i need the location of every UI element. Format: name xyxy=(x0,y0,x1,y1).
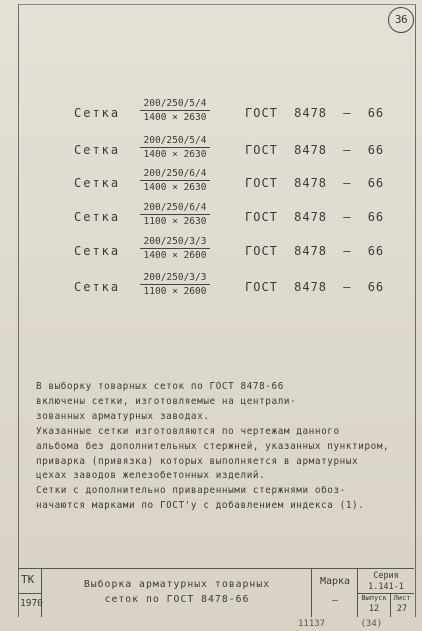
mesh-standard: ГОСТ 8478 – 66 xyxy=(245,210,385,224)
note-line: включены сетки, изготовляемые на централи- xyxy=(36,395,297,407)
title-line-1: Выборка арматурных товарных xyxy=(83,579,271,590)
mesh-label: Сетка xyxy=(74,210,121,224)
mesh-fraction-top: 200/250/6/4 xyxy=(140,168,210,181)
mark-value: — xyxy=(331,595,339,606)
title-block xyxy=(18,568,414,617)
mesh-fraction-top: 200/250/6/4 xyxy=(140,202,210,215)
title-line-2: сеток по ГОСТ 8478-66 xyxy=(104,594,250,605)
title-block-title-cell xyxy=(42,569,312,617)
page-number-circle: 36 xyxy=(388,7,414,33)
mesh-standard: ГОСТ 8478 – 66 xyxy=(245,143,385,157)
mesh-fraction-bottom: 1400 × 2630 xyxy=(143,112,207,123)
issue-label: Выпуск xyxy=(361,594,387,602)
mesh-row xyxy=(0,202,422,236)
series-value: 1.141-1 xyxy=(368,582,404,592)
mesh-standard: ГОСТ 8478 – 66 xyxy=(245,106,385,120)
mesh-label: Сетка xyxy=(74,244,121,258)
mesh-fraction xyxy=(140,135,210,160)
notes-block xyxy=(36,380,408,514)
mesh-fraction xyxy=(140,202,210,227)
mesh-fraction-bottom: 1400 × 2630 xyxy=(143,182,207,193)
mesh-fraction xyxy=(140,236,210,261)
mesh-row xyxy=(0,168,422,202)
year-label: 1970 xyxy=(20,598,43,609)
mesh-fraction xyxy=(140,168,210,193)
mesh-standard: ГОСТ 8478 – 66 xyxy=(245,280,385,294)
mesh-fraction-bottom: 1100 × 2600 xyxy=(143,286,207,297)
mesh-row xyxy=(0,236,422,270)
title-block-tk-cell xyxy=(18,569,42,617)
note-line: В выборку товарных сеток по ГОСТ 8478-66 xyxy=(36,381,284,392)
footer-left-number: 11137 xyxy=(298,619,326,629)
title-block-mark-cell xyxy=(312,569,358,617)
mesh-fraction-top: 200/250/5/4 xyxy=(140,98,210,111)
mesh-label: Сетка xyxy=(74,106,121,120)
sheet-value: 27 xyxy=(396,604,408,614)
mesh-row xyxy=(0,272,422,306)
title-block-series-cell xyxy=(358,569,414,617)
mesh-fraction-bottom: 1400 × 2600 xyxy=(143,250,207,261)
mesh-fraction-top: 200/250/3/3 xyxy=(140,272,210,285)
mesh-fraction xyxy=(140,98,210,123)
sheet-frame xyxy=(18,4,416,617)
footer-right-number: (34) xyxy=(360,619,383,629)
mesh-row xyxy=(0,135,422,169)
mesh-fraction-top: 200/250/5/4 xyxy=(140,135,210,148)
note-line: начаются марками по ГОСТ'у с добавлением индекса (1). xyxy=(36,500,365,512)
issue-value: 12 xyxy=(368,604,380,614)
mark-label: Марка xyxy=(319,576,351,587)
sheet-label: Лист xyxy=(393,594,411,602)
mesh-fraction-top: 200/250/3/3 xyxy=(140,236,210,249)
mesh-fraction-bottom: 1400 × 2630 xyxy=(143,149,207,160)
mesh-fraction xyxy=(140,272,210,297)
mesh-fraction-bottom: 1100 × 2630 xyxy=(143,216,207,227)
mesh-label: Сетка xyxy=(74,280,121,294)
note-line: цехах заводов железобетонных изделий. xyxy=(36,470,266,482)
note-line: приварка (привязка) которых выполняется в арматурных xyxy=(36,455,359,467)
mesh-standard: ГОСТ 8478 – 66 xyxy=(245,176,385,190)
mesh-standard: ГОСТ 8478 – 66 xyxy=(245,244,385,258)
series-label: Серия xyxy=(373,571,399,581)
note-line: зованных арматурных заводах. xyxy=(36,410,210,422)
footer-marks xyxy=(298,619,382,629)
mesh-row xyxy=(0,98,422,132)
note-line: альбома без дополнительных стержней, указанных пунктиром, xyxy=(36,440,390,452)
note-line: Указанные сетки изготовляются по чертежам данного xyxy=(36,425,340,437)
divider xyxy=(18,593,42,594)
note-line: Сетки с дополнительно приваренными стержнями обоз- xyxy=(36,485,346,497)
mesh-label: Сетка xyxy=(74,143,121,157)
tk-label: ТК xyxy=(21,573,35,586)
mesh-label: Сетка xyxy=(74,176,121,190)
